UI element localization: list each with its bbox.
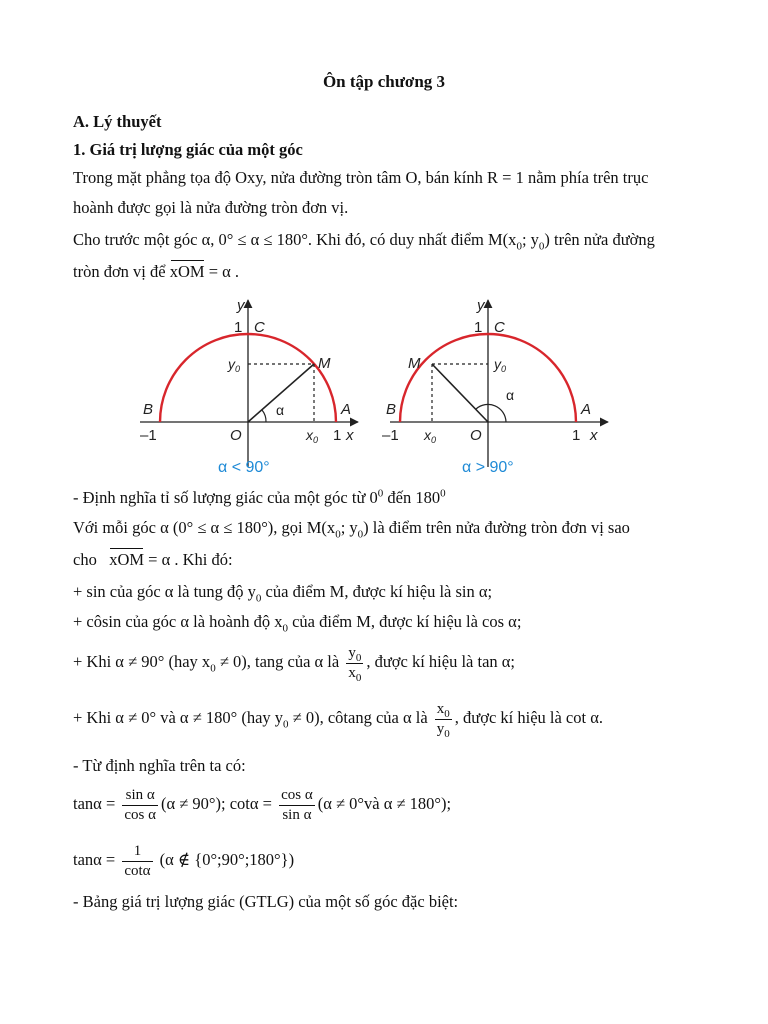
formula-line-2: tanα = $\frac{1}{\cot\alpha}$ (α ∉ {0°;90°;180°}) <box>73 842 295 879</box>
cot-definition: + Khi α ≠ 0° và α ≠ 180° (hay $y_0 \ne 0$), côtang của α là $\frac{x_0}{y_0}$ , được kí hiệu là cot α. <box>73 700 603 740</box>
figure-left <box>140 297 358 476</box>
sin-definition: + sin của góc α là tung độ $y_0$ của điểm M, được kí hiệu là sin α; <box>73 582 493 605</box>
section-a-heading: A. Lý thuyết <box>73 112 162 131</box>
table-heading: - Bảng giá trị lượng giác (GTLG) của một số góc đặc biệt: <box>73 892 459 911</box>
svg-text:M: M <box>318 355 331 372</box>
cot-fraction: $\frac{x_0}{y_0}$ <box>436 700 450 740</box>
angle-xom-2: xOM <box>109 550 145 569</box>
svg-text:1: 1 <box>333 427 342 444</box>
caption-left: α < 90° <box>218 459 270 476</box>
svg-text:B: B <box>386 401 397 418</box>
svg-text:x: x <box>346 427 354 444</box>
intro-line-4: tròn đơn vị để xOM = α . <box>73 262 240 281</box>
intro-line-3: Cho trước một góc α, 0° ≤ α ≤ 180°. Khi đó, có duy nhất điểm $M(x_0$; $y_0$) trên nửa đường <box>73 230 655 253</box>
svg-text:M: M <box>408 355 421 372</box>
page-title: Ôn tập chương 3 <box>322 72 446 91</box>
caption-right: α > 90° <box>462 459 514 476</box>
section-1-heading: 1. Giá trị lượng giác của một góc <box>73 140 303 159</box>
svg-text:1: 1 <box>572 427 581 444</box>
svg-text:y0: $y_0$ <box>494 356 507 374</box>
figure-right <box>382 297 608 476</box>
svg-text:C: C <box>254 319 265 336</box>
svg-text:α: α <box>276 402 285 418</box>
svg-text:B: B <box>143 401 154 418</box>
svg-text:–1: –1 <box>140 427 157 444</box>
segment-om-right <box>432 364 488 422</box>
svg-text:C: C <box>494 319 505 336</box>
svg-text:y: y <box>237 297 245 314</box>
angle-xom: xOM <box>169 262 205 281</box>
svg-text:x0: $x_0$ <box>424 427 437 445</box>
tan-fraction: $\frac{y_0}{x_0}$ <box>348 644 362 684</box>
svg-text:x: x <box>590 427 598 444</box>
definition-heading: - Định nghĩa tỉ số lượng giác của một góc từ $0^0$ đến $180^0$ <box>73 487 446 507</box>
tan-definition: + Khi α ≠ 90° (hay $x_0 \ne 0$), tang của α là $\frac{y_0}{x_0}$ , được kí hiệu là tan α; <box>73 644 516 684</box>
definition-line-2: cho xOM = α . Khi đó: <box>73 550 233 569</box>
intro-line-2: hoành được gọi là nửa đường tròn đơn vị. <box>73 198 349 217</box>
svg-text:A: A <box>581 401 592 418</box>
formula-line-1: tanα = $\frac{\text{sin α}}{\text{cos α}}$ (α ≠ 90°); cotα = $\frac{\text{cos α}}{\text{sin α}}$ (α ≠ 0°và α ≠ 180°); <box>73 786 452 823</box>
cos-definition: + côsin của góc α là hoành độ $x_0$ của điểm M, được kí hiệu là cos α; <box>73 612 522 635</box>
svg-text:A: A <box>341 401 352 418</box>
svg-text:y0: $y_0$ <box>228 356 241 374</box>
svg-text:–1: –1 <box>382 427 399 444</box>
svg-text:y: y <box>477 297 485 314</box>
svg-text:1: 1 <box>474 319 483 336</box>
svg-text:x0: $x_0$ <box>306 427 319 445</box>
svg-text:1: 1 <box>234 319 243 336</box>
svg-text:O: O <box>230 427 242 444</box>
svg-text:α: α <box>506 387 515 403</box>
svg-text:O: O <box>470 427 482 444</box>
unit-semicircle-figure <box>128 292 648 482</box>
definition-line-1: Với mỗi góc α (0° ≤ α ≤ 180°), gọi $M(x_0$; $y_0$) là điểm trên nửa đường tròn đơn vị sao <box>73 518 630 541</box>
formulas-heading: - Từ định nghĩa trên ta có: <box>73 756 246 775</box>
intro-line-1: Trong mặt phẳng tọa độ Oxy, nửa đường tròn tâm O, bán kính R = 1 nằm phía trên trục <box>73 168 649 187</box>
